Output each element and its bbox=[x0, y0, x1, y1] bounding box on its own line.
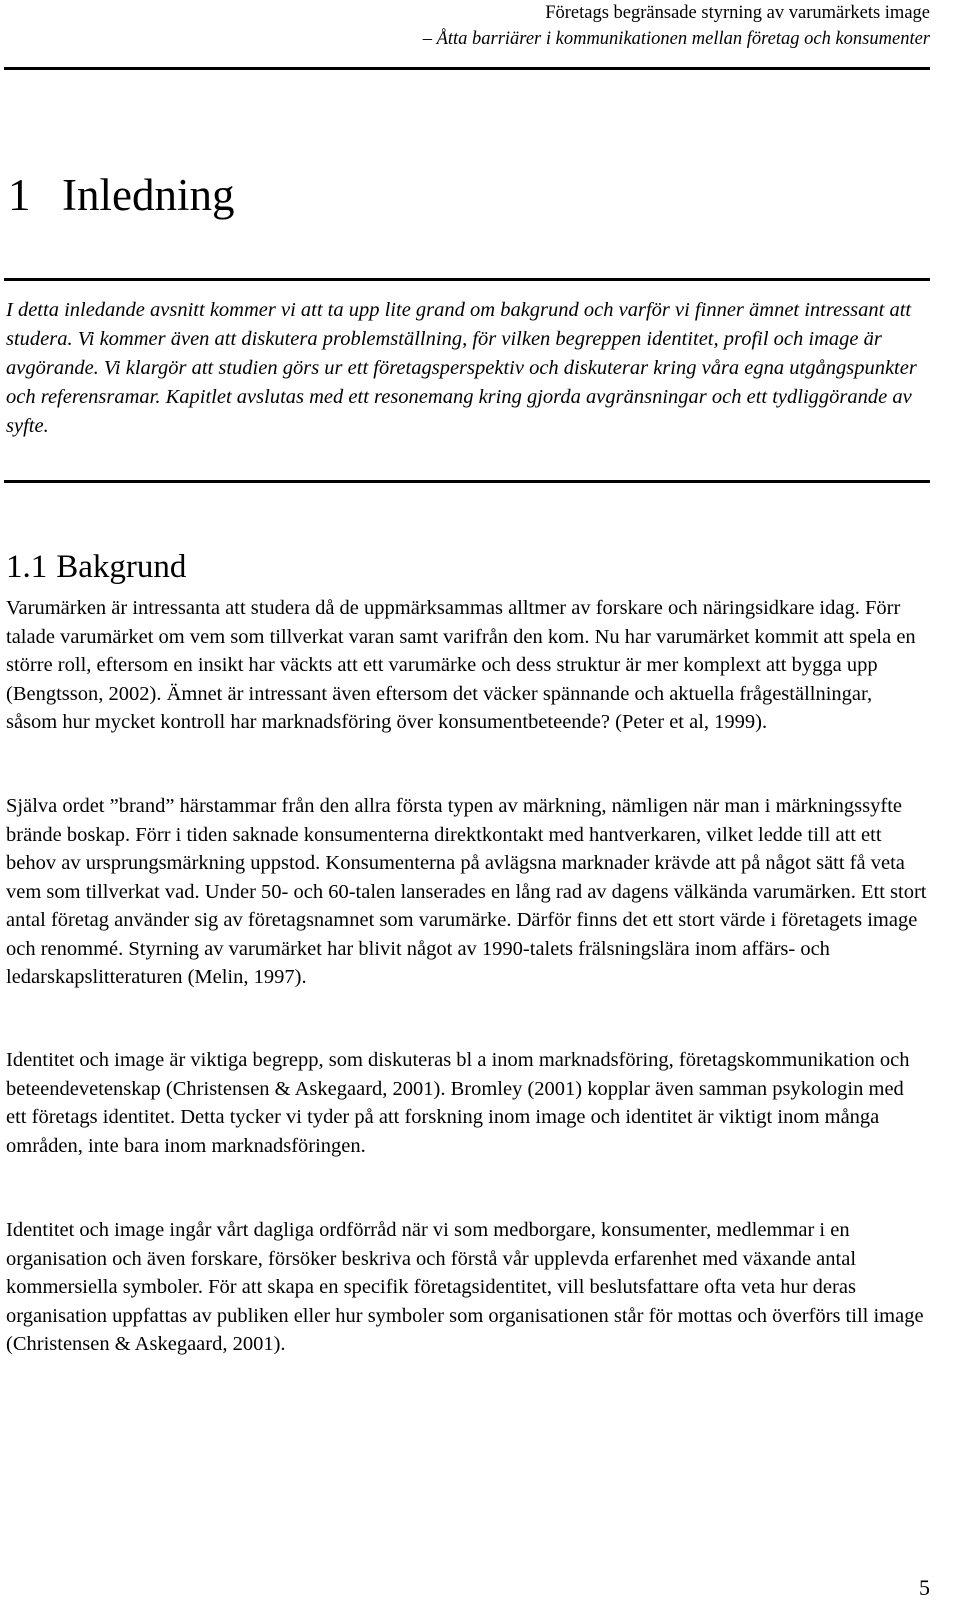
intro-bottom-divider bbox=[4, 480, 930, 483]
header-document-title: Företags begränsade styrning av varumärkets image bbox=[545, 3, 930, 23]
chapter-title-text: Inledning bbox=[62, 170, 235, 220]
body-paragraph-4: Identitet och image ingår vårt dagliga ordförråd när vi som medborgare, konsumenter, medlemmar i en organisation och även forskare, försöker beskriva och förstå vår upplevda erfarenhet med växande antal kommersiella symboler. För att skapa en specifik företagsidentitet, vill beslutsfattare ofta veta hur deras organisation uppfattas av publiken eller hur symboler som organisationen står för mottas och överförs till image (Christensen & Askegaard, 2001). bbox=[6, 1219, 924, 1355]
body-paragraph-1: Varumärken är intressanta att studera då de uppmärksammas alltmer av forskare och näringsidkare idag. Förr talade varumärket om vem som tillverkat varan samt varifrån den kom. Nu har varumärket kommit att spela en större roll, eftersom en insikt har väckts att ett varumärke och dess struktur är mer komplext att bygga upp (Bengtsson, 2002). Ämnet är intressant även eftersom det väcker spännande och aktuella frågeställningar, såsom hur mycket kontroll har marknadsföring över konsumentbeteende? (Peter et al, 1999). bbox=[6, 597, 916, 733]
body-paragraph-3: Identitet och image är viktiga begrepp, som diskuteras bl a inom marknadsföring, företagskommunikation och beteendevetenskap (Christensen & Askegaard, 2001). Bromley (2001) kopplar även samman psykologin med ett företags identitet. Detta tycker vi tyder på att forskning inom image och identitet är viktigt inom många områden, inte bara inom marknadsföringen. bbox=[6, 1049, 910, 1157]
chapter-number: 1 bbox=[8, 170, 31, 220]
header-document-subtitle: – Åtta barriärer i kommunikationen mellan företag och konsumenter bbox=[422, 29, 930, 49]
section-title-text: Bakgrund bbox=[56, 549, 187, 585]
page-number: 5 bbox=[919, 1575, 930, 1600]
header-divider bbox=[4, 67, 930, 70]
section-heading bbox=[6, 545, 186, 589]
section-number: 1.1 bbox=[6, 549, 48, 585]
body-paragraph-2: Själva ordet ”brand” härstammar från den allra första typen av märkning, nämligen när man i märkningssyfte brände boskap. Förr i tiden saknade konsumenterna direktkontakt med hantverkaren, vilket ledde till att ett behov av ursprungsmärkning uppstod. Konsumenterna på avlägsna marknader krävde att på något sätt få veta vem som tillverkat vad. Under 50- och 60-talen lanserades en lång rad av dagens välkända varumärken. Ett stort antal företag använder sig av företagsnamnet som varumärke. Därför finns det ett stort värde i företagets image och renommé. Styrning av varumärket har blivit något av 1990-talets frälsningslära inom affärs- och ledarskapslitteraturen (Melin, 1997). bbox=[6, 795, 927, 988]
running-header bbox=[0, 0, 930, 52]
chapter-intro: I detta inledande avsnitt kommer vi att ta upp lite grand om bakgrund och varför vi finner ämnet intressant att studera. Vi kommer även att diskutera problemställning, för vilken begreppen identitet, profil och image är avgörande. Vi klargör att studien görs ur ett företagsperspektiv och diskuterar kring våra egna utgångspunkter och referensramar. Kapitlet avslutas med ett resonemang kring gjorda avgränsningar och ett tydliggörande av syfte. bbox=[6, 299, 917, 437]
chapter-title bbox=[8, 167, 234, 223]
intro-top-divider bbox=[4, 278, 930, 281]
